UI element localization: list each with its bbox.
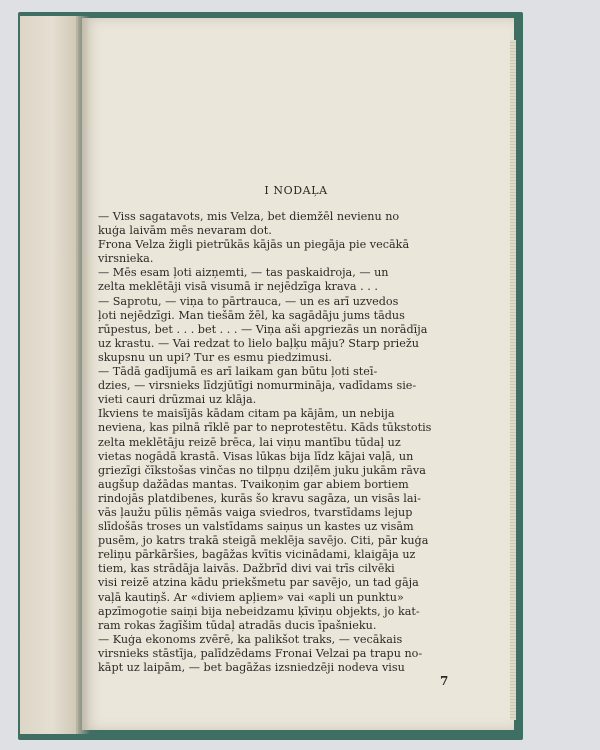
text-line: rūpestus, bet . . . bet . . . — Viņa aši apgriezās un norādīja (98, 322, 428, 336)
text-line: Ikviens te maisījās kādam citam pa kājām, un nebija (98, 407, 395, 421)
text-line: — Kuģa ekonoms zvērē, ka palikšot traks, — vecākais (98, 632, 403, 646)
text-line: vaļā kautiņš. Ar «diviem apļiem» vai «apli un punktu» (98, 590, 404, 604)
spine-shadow (76, 16, 90, 734)
text-line: — Mēs esam ļoti aizņemti, — tas paskaidroja, — un (98, 266, 389, 280)
text-line: vās ļaužu pūlis ņēmās vaiga sviedros, tvarstīdams lejup (98, 505, 413, 519)
text-line: rindojās platdibenes, kurās šo kravu sagāza, un visās lai- (98, 491, 421, 505)
text-line: augšup dažādas mantas. Tvaikoņim gar abiem bortiem (98, 477, 409, 491)
text-line: tiem, kas strādāja laivās. Dažbrīd divi vai trīs cilvēki (98, 562, 395, 576)
text-line: reliņu pārkāršies, bagāžas kvītis vicinādami, klaigāja uz (98, 548, 416, 562)
text-line: vietas nogādā krastā. Visas lūkas bija līdz kājai vaļā, un (98, 449, 414, 463)
text-line: virsnieka. (98, 252, 154, 266)
text-line: ram rokas žagīšim tūdaļ atradās ducis īpašnieku. (98, 618, 377, 632)
text-line: visi reizē atzina kādu priekšmetu par savējo, un tad gāja (98, 576, 419, 590)
body-text (98, 210, 490, 675)
text-line: Frona Velza žigli pietrūkās kājās un piegāja pie vecākā (98, 238, 410, 252)
chapter-heading: I NODAĻA (264, 184, 328, 197)
text-line: zelta meklētāji visā visumā ir nejēdzīga krava . . . (98, 280, 378, 294)
text-line: apzīmogotie saiņi bija nebeidzamu ķīviņu objekts, jo kat- (98, 604, 420, 618)
text-line: — Saprotu, — viņa to pārtrauca, — un es arī uzvedos (98, 294, 399, 308)
text-line: zelta meklētāju reizē brēca, lai viņu mantību tūdaļ uz (98, 435, 401, 449)
text-line: vieti cauri drūzmai uz klāja. (98, 393, 257, 407)
text-line: ļoti nejēdzīgi. Man tiešām žēl, ka sagādāju jums tādus (98, 308, 405, 322)
text-line: kuģa laivām mēs nevaram dot. (98, 224, 272, 238)
text-line: — Tādā gadījumā es arī laikam gan būtu ļoti steī- (98, 365, 378, 379)
text-line: griezīgi čīkstošas vinčas no tilpņu dziļēm juku jukām rāva (98, 463, 426, 477)
left-page (20, 16, 78, 734)
text-line: neviena, kas pilnā rīklē par to neprotestētu. Kāds tūkstotis (98, 421, 432, 435)
text-line: skupsnu un upi? Tur es esmu piedzimusi. (98, 350, 332, 364)
text-line: uz krastu. — Vai redzat to lielo baļķu māju? Starp priežu (98, 336, 419, 350)
page-number: 7 (440, 674, 449, 688)
text-line: dzies, — virsnieks līdzjūtīgi nomurmināja, vadīdams sie- (98, 379, 417, 393)
text-line: virsnieks stāstīja, palīdzēdams Fronai Velzai pa trapu no- (98, 646, 423, 660)
text-line: pusēm, jo katrs trakā steigā meklēja savējo. Citi, pār kuģa (98, 534, 429, 548)
text-line: kāpt uz laipām, — bet bagāžas izsniedzēji nodeva visu (98, 661, 405, 674)
text-line: slīdošās troses un valstīdams saiņus un kastes uz visām (98, 520, 414, 534)
page-edge (510, 40, 516, 720)
text-line: — Viss sagatavots, mis Velza, bet diemžēl nevienu no (98, 210, 400, 223)
